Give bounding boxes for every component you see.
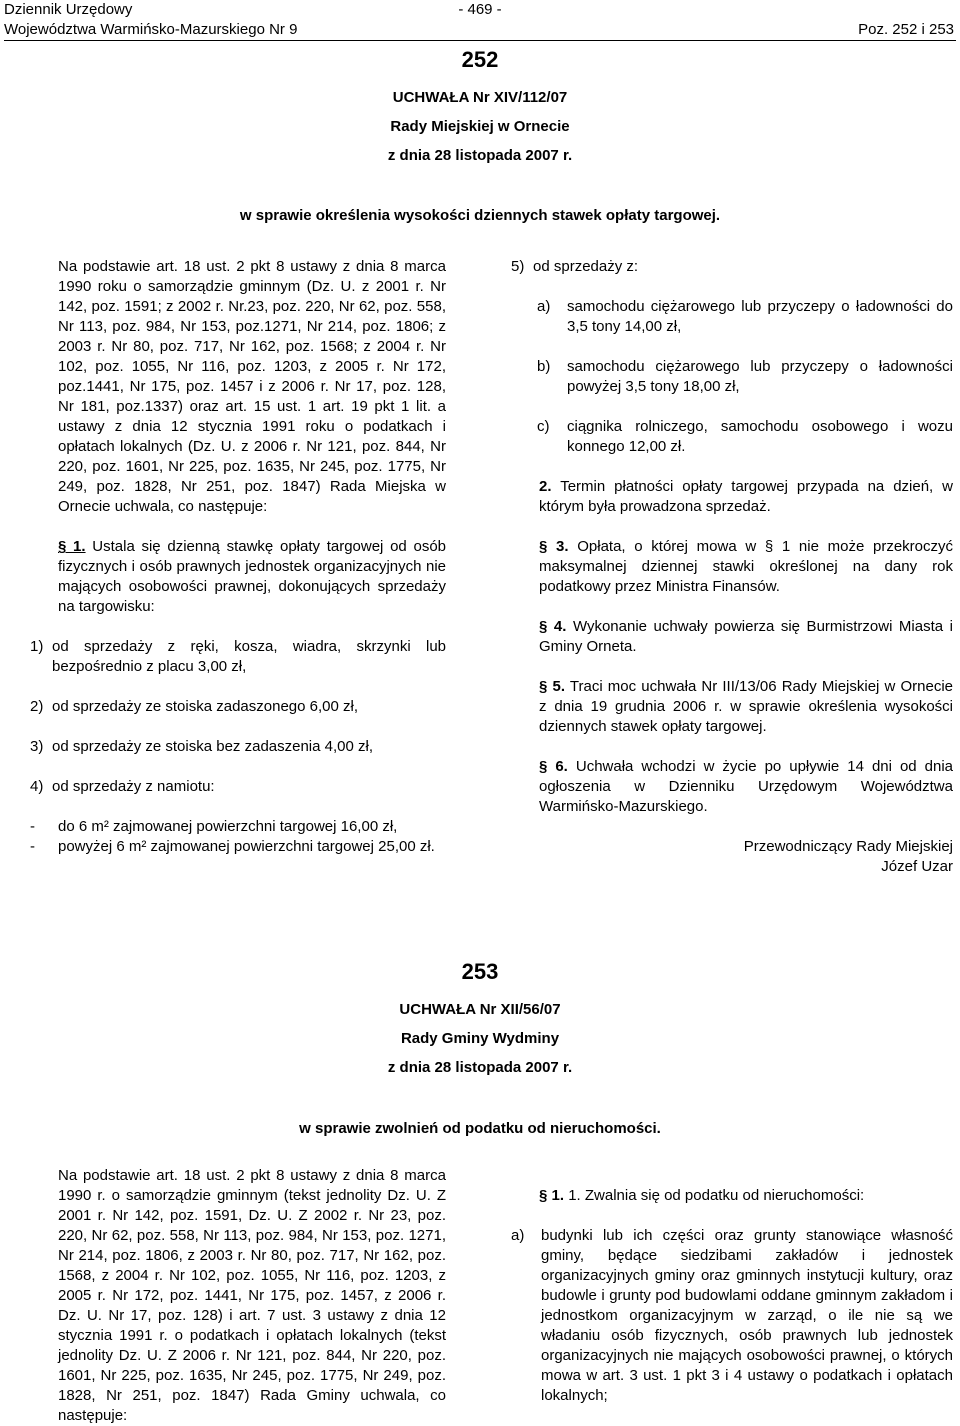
paragraph-text: Ustala się dzienną stawkę opłaty targowej od osób fizycznych i osób prawnych jednostek organizacyjnych nie mających osobowości prawnej, dokonujących sprzedaży na targowisku: <box>58 538 447 615</box>
list-item: 4) od sprzedaży z namiotu: <box>30 778 215 795</box>
act-title: UCHWAŁA Nr XII/56/07 <box>399 1001 561 1018</box>
paragraph-1 <box>511 1186 953 1206</box>
paragraph-mark: § 3. <box>539 538 569 555</box>
act253-right-column <box>511 1186 953 1406</box>
paragraph-2 <box>511 477 953 517</box>
paragraph-mark: § 4. <box>539 618 567 635</box>
dash-item: - do 6 m² zajmowanej powierzchni targowej 16,00 zł, <box>30 818 398 835</box>
letter-item: a) samochodu ciężarowego lub przyczepy o ładowności do 3,5 tony 14,00 zł, <box>537 298 953 335</box>
paragraph-5 <box>511 677 953 737</box>
journal-title: Dziennik Urzędowy <box>4 1 133 18</box>
list-item: 2) od sprzedaży ze stoiska zadaszonego 6,00 zł, <box>30 698 359 715</box>
act-number-253: 253 <box>461 959 499 984</box>
paragraph-6 <box>511 757 953 817</box>
page-number: - 469 - <box>458 1 502 18</box>
paragraph-text: Opłata, o której mowa w § 1 nie może przekroczyć maksymalnej dziennej stawki określonej na dany rok podatkowy przez Ministra Finansów. <box>539 538 953 595</box>
paragraph-3 <box>511 537 953 597</box>
act-title: UCHWAŁA Nr XIV/112/07 <box>392 89 568 106</box>
act252-left-column <box>30 257 446 857</box>
act253-left-column <box>30 1166 446 1426</box>
paragraph-mark: 2. <box>539 478 552 495</box>
paragraph-text: Termin płatności opłaty targowej przypada na dzień, w którym była prowadzona sprzedaż. <box>539 478 953 515</box>
letter-item: c) ciągnika rolniczego, samochodu osobowego i wozu konnego 12,00 zł. <box>537 418 953 455</box>
list-item: 5) od sprzedaży z: <box>511 258 639 275</box>
act-date: z dnia 28 listopada 2007 r. <box>387 147 573 164</box>
act-issuer: Rady Gminy Wydminy <box>400 1030 560 1047</box>
page-header <box>4 0 956 41</box>
act252-right-column <box>511 257 953 877</box>
positions-label: Poz. 252 i 253 <box>858 21 954 38</box>
paragraph-1 <box>30 537 446 617</box>
act-number-252: 252 <box>461 47 499 72</box>
letter-item: b) samochodu ciężarowego lub przyczepy o ładowności powyżej 3,5 tony 18,00 zł, <box>537 358 953 395</box>
act-date: z dnia 28 listopada 2007 r. <box>387 1059 573 1076</box>
paragraph-mark: § 1. <box>58 538 86 555</box>
letter-item: a) budynki lub ich części oraz grunty stanowiące własność gminy, będące siedzibami zakładów i jednostek organizacyjnych gminy oraz gminnych instytucji kultury, oraz budowle i grunty pod budowlami oddane gminnym zakładom i jednostkom organizacyjnym w zarząd, o ile nie są we władaniu osób fizycznych, osób prawnych lub jednostek organizacyjnych nie mających osobowości prawnej, o których mowa w art. 3 ust. 1 pkt 3 i 4 ustawy o podatkach i opłatach lokalnych; <box>511 1227 953 1404</box>
list-item: 1) od sprzedaży z ręki, kosza, wiadra, skrzynki lub bezpośrednio z placu 3,00 zł, <box>30 638 446 675</box>
signature-name: Józef Uzar <box>881 858 953 875</box>
act-issuer: Rady Miejskiej w Ornecie <box>390 118 570 135</box>
act-subject-253: w sprawie zwolnień od podatku od nieruchomości. <box>299 1120 661 1137</box>
act-title-block-252 <box>0 88 960 175</box>
preamble: Na podstawie art. 18 ust. 2 pkt 8 ustawy z dnia 8 marca 1990 r. o samorządzie gminnym (tekst jednolity Dz. U. Z 2001 r. Nr 142, poz. 1591, Dz. U. Z 2002 r. Nr 23, poz. 220, Nr 62, poz. 558, Nr 113, poz. 984, Nr 153, poz. 1271, Nr 214, poz. 1806, z 2003 r. Nr 80, poz. 717, Nr 162, poz. 1568, z 2004 r. Nr 102, poz. 1055, Nr 116, poz. 1203, z 2005 r. Nr 172, poz. 1441, Nr 175, poz. 1457, z 2006 r. Dz. U. Nr 17, poz. 128) i art. 7 ust. 3 ustawy z dnia 12 stycznia 1991 r. o podatkach i opłatach lokalnych (tekst jednolity Dz. U. Z 2006 r. Nr 121, poz. 844, Nr 220, poz. 1601, Nr 225, poz. 1635, Nr 245, poz. 1775, Nr 249, poz. 1828, Nr 251, poz. 1847) Rada Gminy uchwala, co następuje: <box>58 1167 446 1424</box>
signature-role: Przewodniczący Rady Miejskiej <box>743 838 953 855</box>
act-title-block-253 <box>0 1000 960 1087</box>
paragraph-text: 1. Zwalnia się od podatku od nieruchomości: <box>568 1187 865 1204</box>
paragraph-text: Uchwała wchodzi w życie po upływie 14 dni od dnia ogłoszenia w Dzienniku Urzędowym Województwa Warmińsko-Mazurskiego. <box>539 758 953 815</box>
paragraph-mark: § 1. <box>539 1187 565 1204</box>
preamble: Na podstawie art. 18 ust. 2 pkt 8 ustawy z dnia 8 marca 1990 roku o samorządzie gminnym (Dz. U. z 2001 r. Nr 142, poz. 1591; z 2002 r. Nr.23, poz. 220, Nr 62, poz. 558, Nr 113, poz. 984, Nr 153, poz.1271, Nr 214, poz. 1806; z 2003 r. Nr 80, poz. 717, Nr 162, poz. 1568; z 2004 r. Nr 102, poz. 1055, Nr 116, poz. 1203, z 2005 r. Nr 172, poz.1441, Nr 175, poz. 1457 i z 2006 r. Nr 17, poz. 128, Nr 181, poz.1337) oraz art. 15 ust. 1 art. 19 pkt 1 lit. a ustawy z dnia 12 stycznia 1991 roku o podatkach i opłatach lokalnych (Dz. U. z 2006 r. Nr 121, poz. 844, Nr 220, poz. 1601, Nr 225, poz. 1635, Nr 245, poz. 1775, Nr 249, poz. 1828, Nr 251, poz. 1847) Rada Miejska w Ornecie uchwala, co następuje: <box>58 258 446 515</box>
paragraph-4 <box>511 617 953 657</box>
act-subject-252: w sprawie określenia wysokości dziennych stawek opłaty targowej. <box>239 207 721 224</box>
paragraph-text: Wykonanie uchwały powierza się Burmistrzowi Miasta i Gminy Orneta. <box>539 618 953 655</box>
journal-region: Województwa Warmińsko-Mazurskiego Nr 9 <box>4 21 298 38</box>
dash-item: - powyżej 6 m² zajmowanej powierzchni targowej 25,00 zł. <box>30 838 435 855</box>
paragraph-text: Traci moc uchwała Nr III/13/06 Rady Miejskiej w Ornecie z dnia 19 grudnia 2006 r. w sprawie określenia wysokości dziennych stawek opłaty targowej. <box>539 678 954 735</box>
paragraph-mark: § 5. <box>539 678 565 695</box>
paragraph-mark: § 6. <box>539 758 568 775</box>
list-item: 3) od sprzedaży ze stoiska bez zadaszenia 4,00 zł, <box>30 738 374 755</box>
